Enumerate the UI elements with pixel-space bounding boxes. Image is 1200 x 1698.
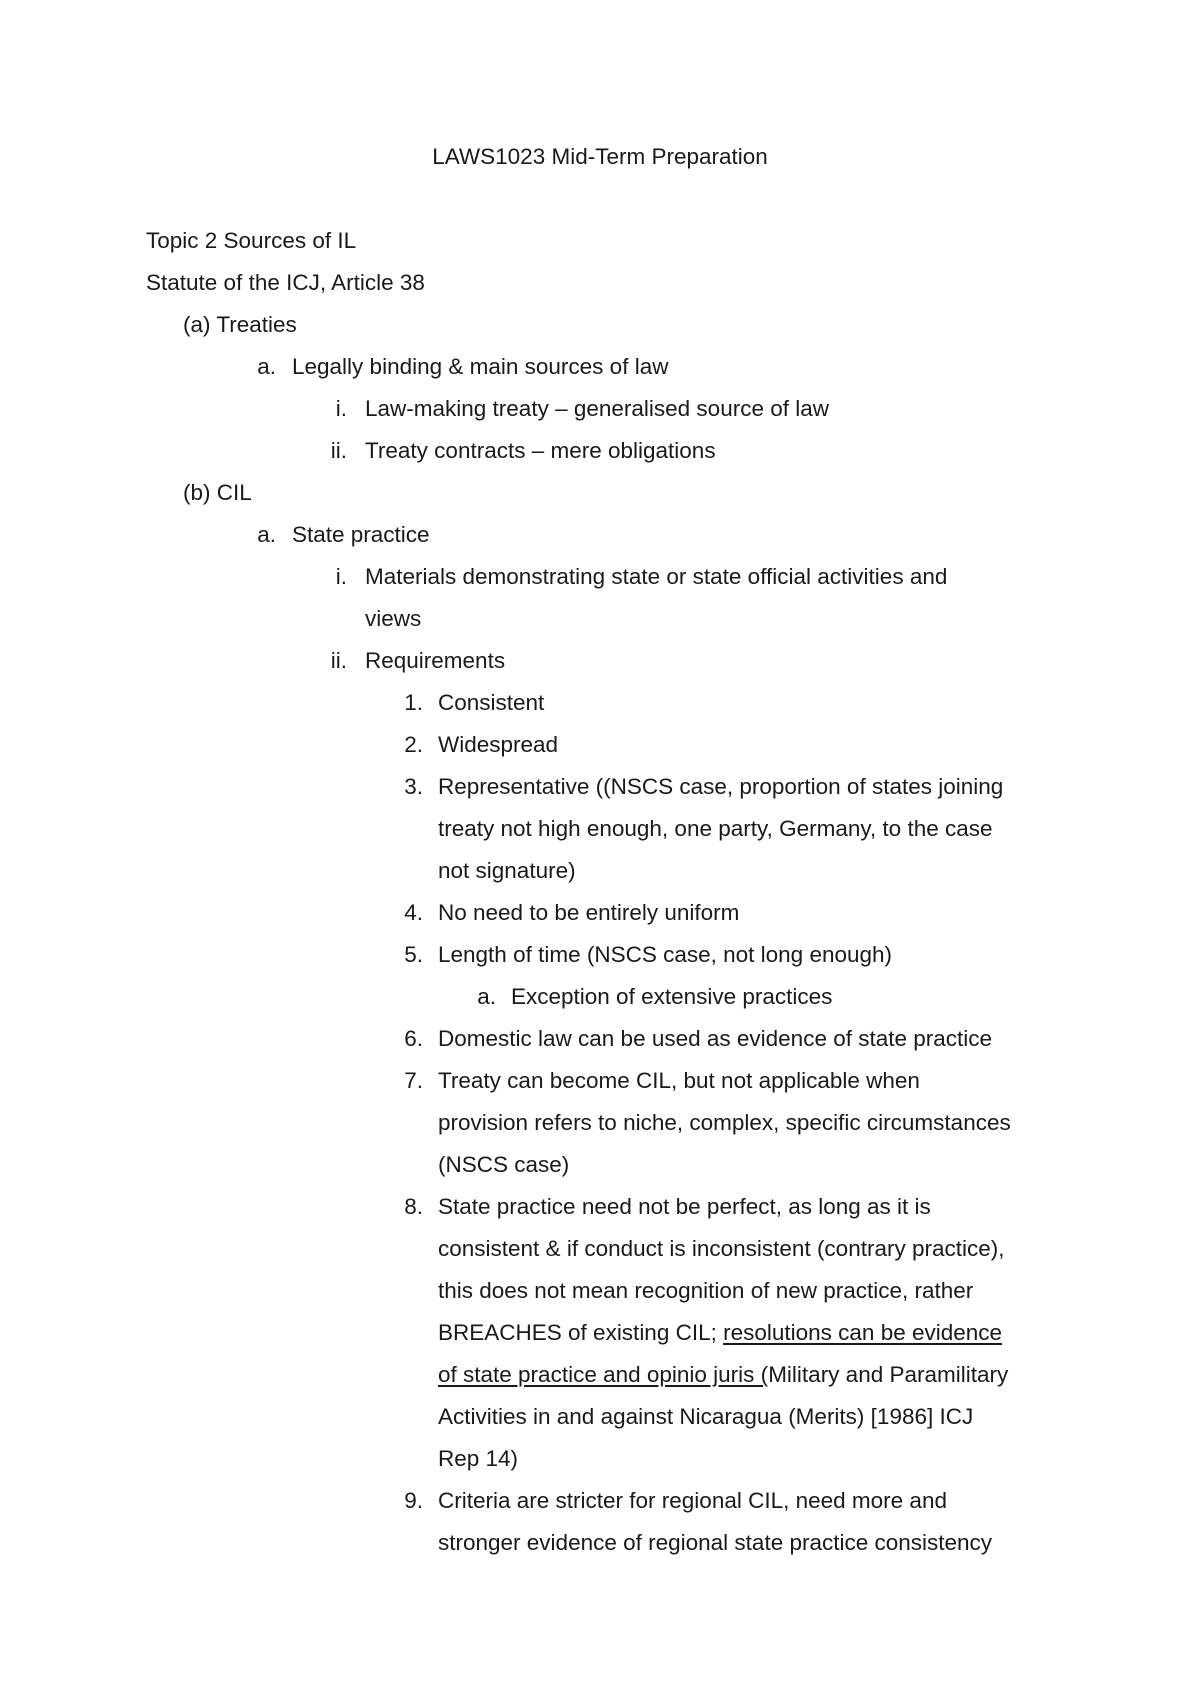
list-item: Treaty contracts – mere obligations xyxy=(365,438,716,463)
section-a-label: (a) Treaties xyxy=(183,312,297,337)
list-item: Domestic law can be used as evidence of state practice xyxy=(438,1026,993,1051)
list-item-continuation: Rep 14) xyxy=(438,1446,519,1471)
list-item: Length of time (NSCS case, not long enough) xyxy=(438,942,893,967)
list-marker: a. xyxy=(477,984,496,1009)
list-marker: 7. xyxy=(404,1068,423,1093)
statute-heading: Statute of the ICJ, Article 38 xyxy=(146,270,425,295)
list-item: Materials demonstrating state or state official activities and xyxy=(365,564,948,589)
list-item: Consistent xyxy=(438,690,545,715)
list-item-continuation: Activities in and against Nicaragua (Merits) [1986] ICJ xyxy=(438,1404,974,1429)
list-item: Representative ((NSCS case, proportion of states joining xyxy=(438,774,1004,799)
list-item-continuation: (NSCS case) xyxy=(438,1152,570,1177)
list-marker: 9. xyxy=(404,1488,423,1513)
list-item-continuation: this does not mean recognition of new practice, rather xyxy=(438,1278,974,1303)
list-item: Requirements xyxy=(365,648,506,673)
list-marker: ii. xyxy=(330,648,347,673)
list-marker: 1. xyxy=(404,690,423,715)
list-item-continuation xyxy=(438,1319,1002,1347)
list-item: Legally binding & main sources of law xyxy=(292,354,669,379)
list-marker: 3. xyxy=(404,774,423,799)
list-marker: 4. xyxy=(404,900,423,925)
plain-text: Military and Paramilitary xyxy=(768,1362,1009,1387)
list-marker: i. xyxy=(335,396,347,421)
list-marker: 5. xyxy=(404,942,423,967)
document-title: LAWS1023 Mid-Term Preparation xyxy=(432,144,768,169)
list-marker: 6. xyxy=(404,1026,423,1051)
list-item-continuation: not signature) xyxy=(438,858,576,883)
list-marker: ii. xyxy=(330,438,347,463)
underlined-text: resolutions can be evidence xyxy=(723,1320,1003,1345)
list-item: Widespread xyxy=(438,732,559,757)
list-marker: 2. xyxy=(404,732,423,757)
list-marker: a. xyxy=(257,354,276,379)
list-item-continuation: consistent & if conduct is inconsistent (contrary practice), xyxy=(438,1236,1005,1261)
list-item-continuation: treaty not high enough, one party, Germany, to the case xyxy=(438,816,993,841)
list-item-continuation: provision refers to niche, complex, specific circumstances xyxy=(438,1110,1011,1135)
list-marker: i. xyxy=(335,564,347,589)
topic-heading: Topic 2 Sources of IL xyxy=(146,228,357,253)
list-marker: 8. xyxy=(404,1194,423,1219)
list-item: Exception of extensive practices xyxy=(511,984,833,1009)
list-item: Criteria are stricter for regional CIL, need more and xyxy=(438,1488,947,1513)
list-item: State practice xyxy=(292,522,430,547)
list-marker: a. xyxy=(257,522,276,547)
list-item: Treaty can become CIL, but not applicable when xyxy=(438,1068,920,1093)
underlined-text: of state practice and opinio juris ( xyxy=(438,1362,769,1387)
list-item-continuation: views xyxy=(365,606,422,631)
list-item-continuation: stronger evidence of regional state practice consistency xyxy=(438,1530,993,1555)
list-item: State practice need not be perfect, as long as it is xyxy=(438,1194,931,1219)
list-item: No need to be entirely uniform xyxy=(438,900,740,925)
list-item-continuation xyxy=(438,1361,1008,1389)
list-item: Law-making treaty – generalised source of law xyxy=(365,396,829,421)
plain-text: BREACHES of existing CIL; xyxy=(438,1320,724,1345)
section-b-label: (b) CIL xyxy=(183,480,252,505)
